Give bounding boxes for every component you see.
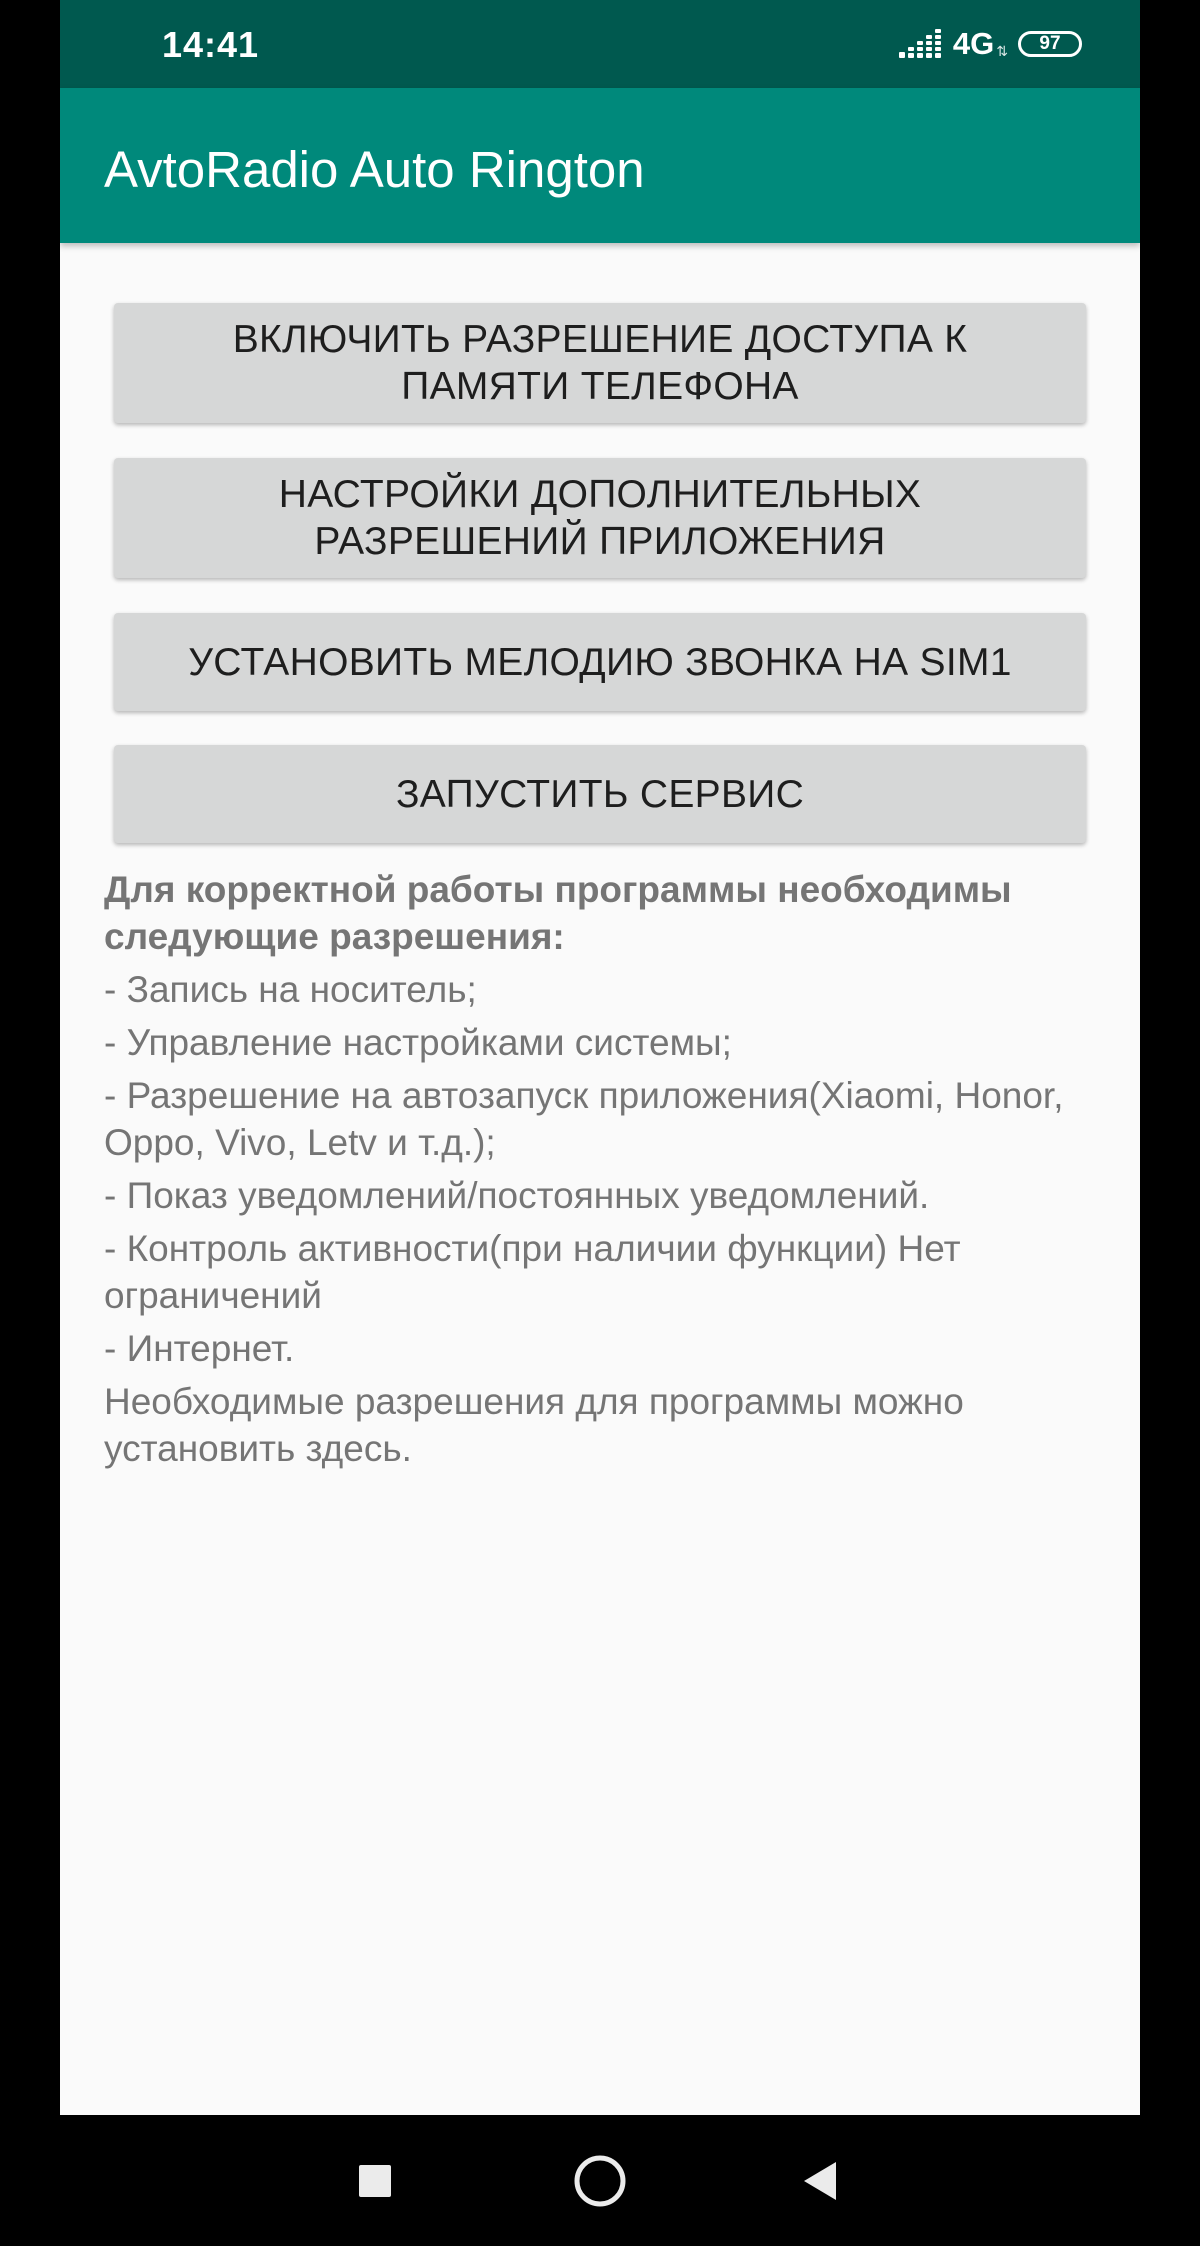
navigation-bar	[0, 2115, 1200, 2246]
set-ringtone-sim1-button[interactable]: УСТАНОВИТЬ МЕЛОДИЮ ЗВОНКА НА SIM1	[114, 613, 1086, 711]
app-bar	[60, 88, 1140, 243]
extra-permissions-button[interactable]: НАСТРОЙКИ ДОПОЛНИТЕЛЬНЫХ РАЗРЕШЕНИЙ ПРИЛОЖЕНИЯ	[114, 458, 1086, 578]
battery-level: 97	[1039, 33, 1061, 54]
back-triangle-icon[interactable]	[760, 2115, 880, 2246]
app-screen	[60, 0, 1140, 2115]
page-title: AvtoRadio Auto Rington	[104, 141, 645, 198]
info-line: - Управление настройками системы;	[104, 1022, 732, 1063]
info-line: - Интернет.	[104, 1328, 295, 1369]
start-service-button[interactable]: ЗАПУСТИТЬ СЕРВИС	[114, 745, 1086, 843]
info-line: - Разрешение на автозапуск приложения(Xiaomi, Honor, Oppo, Vivo, Letv и т.д.);	[104, 1075, 1064, 1163]
info-line: - Запись на носитель;	[104, 969, 477, 1010]
permissions-info	[104, 866, 1104, 1478]
data-activity-icon: ⇅	[996, 42, 1008, 59]
home-circle-icon[interactable]	[540, 2115, 660, 2246]
info-line: - Контроль активности(при наличии функции) Нет ограничений	[104, 1228, 961, 1316]
battery-icon	[1018, 31, 1082, 57]
status-time: 14:41	[162, 24, 260, 65]
recents-square-icon[interactable]	[315, 2115, 435, 2246]
status-indicators	[899, 24, 1082, 64]
info-footer-link[interactable]: Необходимые разрешения для программы можно установить здесь.	[104, 1381, 964, 1469]
signal-icon	[899, 28, 943, 60]
status-bar	[60, 0, 1140, 88]
storage-permission-button[interactable]: ВКЛЮЧИТЬ РАЗРЕШЕНИЕ ДОСТУПА К ПАМЯТИ ТЕЛЕФОНА	[114, 303, 1086, 423]
network-type: 4G	[952, 26, 995, 61]
info-line: - Показ уведомлений/постоянных уведомлений.	[104, 1175, 930, 1216]
info-heading: Для корректной работы программы необходимы следующие разрешения:	[104, 869, 1012, 957]
